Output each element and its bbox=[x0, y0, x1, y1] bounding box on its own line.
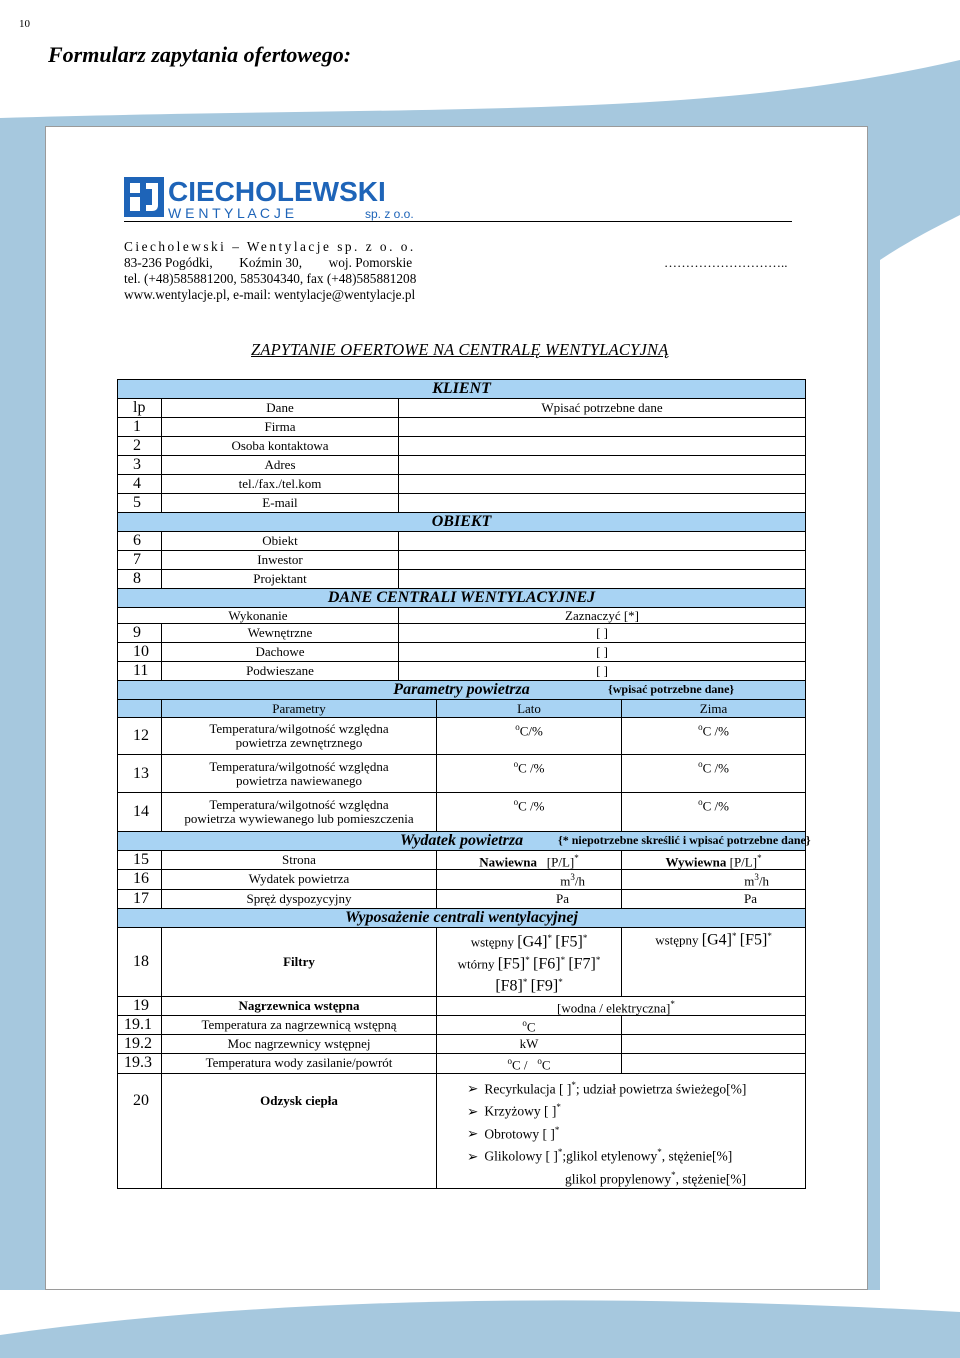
wydatek-title: Wydatek powietrza bbox=[399, 832, 524, 849]
filter-f6: [F6] bbox=[533, 955, 561, 973]
degree-sign: o bbox=[537, 1056, 542, 1067]
table-row bbox=[118, 927, 806, 996]
section-dane: DANE CENTRALI WENTYLACYJNEJ bbox=[118, 589, 806, 608]
degree-sign: o bbox=[698, 797, 703, 807]
wywiewna-pl: [P/L] bbox=[729, 854, 758, 870]
option-obrotowy[interactable] bbox=[467, 1121, 805, 1144]
degree-sign: o bbox=[698, 759, 703, 769]
row-lp: 3 bbox=[118, 456, 162, 475]
row-label: Obiekt bbox=[162, 532, 399, 551]
unit-text: C /% bbox=[702, 723, 729, 739]
arrow-bullet-icon: ➢ bbox=[467, 1081, 479, 1097]
unit-m: m bbox=[744, 873, 755, 889]
asterisk: * bbox=[657, 1147, 662, 1158]
table-row bbox=[118, 996, 806, 1015]
row-label: Temperatura za nagrzewnicą wstępną bbox=[162, 1015, 437, 1034]
input-osoba[interactable] bbox=[399, 437, 806, 456]
row-label: Wewnętrzne bbox=[162, 624, 399, 643]
degree-sign: o bbox=[513, 759, 519, 769]
logo-name: CIECHOLEWSKI bbox=[168, 176, 386, 207]
input-lato-14[interactable] bbox=[437, 793, 622, 832]
input-adres[interactable] bbox=[399, 456, 806, 475]
logo-rule bbox=[124, 221, 792, 222]
row-label: Dachowe bbox=[162, 643, 399, 662]
row-label-line2: powietrza zewnętrznego bbox=[235, 735, 363, 750]
row-label: Inwestor bbox=[162, 551, 399, 570]
option-recyrkulacja[interactable] bbox=[467, 1076, 805, 1099]
row-lp: 5 bbox=[118, 494, 162, 513]
option-text: ;glikol etylenowy bbox=[562, 1148, 658, 1164]
degree-sign: o bbox=[515, 722, 520, 732]
asterisk: * bbox=[557, 1147, 563, 1158]
checkbox-dachowe[interactable]: [ ] bbox=[399, 643, 806, 662]
row-lp: 13 bbox=[118, 755, 162, 793]
row-label-line2: powietrza wywiewanego lub pomieszczenia bbox=[184, 811, 414, 826]
table-row bbox=[118, 662, 806, 681]
input-sprez-wyw[interactable]: Pa bbox=[622, 889, 806, 908]
section-wydatek bbox=[118, 832, 811, 851]
row-label: Odzysk ciepła bbox=[162, 1073, 437, 1189]
row-label: Adres bbox=[162, 456, 399, 475]
row-label: Wydatek powietrza bbox=[162, 870, 437, 889]
row-label: Moc nagrzewnicy wstępnej bbox=[162, 1035, 437, 1054]
table-row bbox=[118, 570, 806, 589]
degree-sign: o bbox=[522, 1017, 527, 1028]
row-lp: 16 bbox=[118, 870, 162, 889]
company-web: www.wentylacje.pl, e-mail: wentylacje@wentylacje.pl bbox=[124, 287, 416, 302]
section-wyposazenie: Wyposażenie centrali wentylacyjnej bbox=[118, 908, 806, 927]
param-header-zima: Zima bbox=[622, 700, 806, 718]
input-tel[interactable] bbox=[399, 475, 806, 494]
unit-exp: 3 bbox=[570, 872, 575, 883]
date-placeholder: ……………………….. bbox=[664, 255, 788, 270]
option-text: Krzyżowy [ ] bbox=[484, 1103, 557, 1119]
logo-spzoo: sp. z o.o. bbox=[365, 207, 414, 221]
row-lp: 14 bbox=[118, 793, 162, 832]
input-obiekt[interactable] bbox=[399, 532, 806, 551]
option-krzyzowy[interactable] bbox=[467, 1098, 805, 1121]
header-wpisac: Wpisać potrzebne dane bbox=[399, 399, 806, 418]
filter-f8: [F8] bbox=[495, 977, 523, 995]
option-nawiewna[interactable] bbox=[437, 851, 622, 870]
asterisk: * bbox=[767, 930, 772, 941]
asterisk: * bbox=[554, 1124, 560, 1135]
option-text: Obrotowy [ ] bbox=[484, 1126, 555, 1142]
row-label: Projektant bbox=[162, 570, 399, 589]
row-lp: 8 bbox=[118, 570, 162, 589]
section-obiekt: OBIEKT bbox=[118, 513, 806, 532]
table-row bbox=[118, 1015, 806, 1034]
asterisk: * bbox=[556, 1102, 561, 1113]
input-projektant[interactable] bbox=[399, 570, 806, 589]
table-row bbox=[118, 643, 806, 662]
row-lp: 15 bbox=[118, 851, 162, 870]
section-parametry bbox=[118, 681, 806, 700]
param-header-parametry: Parametry bbox=[162, 700, 437, 718]
asterisk: * bbox=[558, 977, 563, 988]
input-zima-12[interactable] bbox=[622, 718, 806, 755]
asterisk: * bbox=[547, 932, 552, 943]
row-label: Strona bbox=[162, 851, 437, 870]
wykonanie-label: Wykonanie bbox=[118, 608, 399, 624]
row-label: tel./fax./tel.kom bbox=[162, 475, 399, 494]
unit-text: C bbox=[526, 1019, 536, 1035]
row-lp: 19.1 bbox=[118, 1015, 162, 1034]
unit-text: C /% bbox=[702, 760, 729, 776]
row-lp: 2 bbox=[118, 437, 162, 456]
row-lp: 10 bbox=[118, 643, 162, 662]
table-row bbox=[118, 718, 806, 755]
option-text: , stężenie[%] bbox=[661, 1148, 733, 1164]
input-wydatek-naw[interactable] bbox=[437, 870, 622, 889]
option-glikolowy[interactable] bbox=[467, 1143, 805, 1166]
input-lato-13[interactable] bbox=[437, 755, 622, 793]
row-lp: 1 bbox=[118, 418, 162, 437]
asterisk: * bbox=[670, 998, 675, 1009]
row-label: Temperatura wody zasilanie/powrót bbox=[162, 1054, 437, 1073]
unit-text: C bbox=[541, 1057, 551, 1073]
row-label-line1: Temperatura/wilgotność względna bbox=[209, 758, 389, 774]
input-email[interactable] bbox=[399, 494, 806, 513]
row-label: Osoba kontaktowa bbox=[162, 437, 399, 456]
section-klient: KLIENT bbox=[118, 380, 806, 399]
wydatek-note: {* niepotrzebne skreślić i wpisać potrzebne dane} bbox=[558, 833, 811, 847]
asterisk: * bbox=[525, 954, 530, 965]
option-wywiewna[interactable] bbox=[622, 851, 806, 870]
header-lp: lp bbox=[118, 399, 162, 418]
input-zima-14[interactable] bbox=[622, 793, 806, 832]
arrow-bullet-icon: ➢ bbox=[467, 1126, 479, 1142]
row-label: Firma bbox=[162, 418, 399, 437]
table-row bbox=[118, 1073, 806, 1189]
input-moc-nagrzewnica[interactable]: kW bbox=[437, 1035, 622, 1054]
table-row bbox=[118, 494, 806, 513]
param-header-lato: Lato bbox=[437, 700, 622, 718]
row-lp: 19.3 bbox=[118, 1054, 162, 1073]
form-sheet bbox=[45, 126, 868, 1290]
option-text: Glikolowy [ ] bbox=[484, 1148, 558, 1164]
row-lp: 12 bbox=[118, 718, 162, 755]
company-address: 83-236 Pogódki, Koźmin 30, woj. Pomorskie bbox=[124, 255, 413, 270]
nagrzewnica-type-text: [wodna / elektryczna] bbox=[557, 999, 671, 1015]
unit-text: C /% bbox=[518, 760, 545, 776]
row-label bbox=[162, 927, 437, 996]
asterisk: * bbox=[757, 853, 762, 863]
row-label: Nagrzewnica wstępna bbox=[162, 996, 437, 1015]
checkbox-wewnetrzne[interactable]: [ ] bbox=[399, 624, 806, 643]
table-row bbox=[118, 418, 806, 437]
page-title: Formularz zapytania ofertowego: bbox=[48, 42, 352, 67]
arrow-bullet-icon: ➢ bbox=[467, 1103, 479, 1119]
row-label-line2: powietrza nawiewanego bbox=[236, 772, 362, 788]
row-lp: 18 bbox=[118, 927, 162, 996]
table-row bbox=[118, 889, 806, 908]
asterisk: * bbox=[595, 954, 601, 965]
filter-f9: [F9] bbox=[530, 977, 559, 995]
filtry-label: Filtry bbox=[283, 953, 315, 969]
header-dane: Dane bbox=[162, 399, 399, 418]
option-text: Recyrkulacja [ ] bbox=[484, 1081, 572, 1097]
empty-cell bbox=[622, 1015, 806, 1034]
row-label-line1: Temperatura/wilgotność względna bbox=[209, 721, 389, 736]
option-text: ; udział powietrza świeżego[%] bbox=[575, 1081, 747, 1097]
document-title: ZAPYTANIE OFERTOWE NA CENTRALĘ WENTYLACYJNĄ bbox=[251, 340, 669, 359]
input-lato-12[interactable] bbox=[437, 718, 622, 755]
unit-exp: 3 bbox=[754, 872, 759, 883]
unit-per: /h bbox=[758, 873, 770, 889]
table-row bbox=[118, 1035, 806, 1054]
degree-sign: o bbox=[513, 797, 519, 807]
table-row bbox=[118, 532, 806, 551]
filter-stage: wstępny bbox=[470, 933, 515, 949]
input-firma[interactable] bbox=[399, 418, 806, 437]
filtry-nawiew-options[interactable] bbox=[437, 927, 622, 996]
nawiewna-pl: [P/L] bbox=[546, 854, 575, 870]
row-label bbox=[162, 755, 437, 793]
parametry-title: Parametry powietrza bbox=[393, 681, 530, 698]
asterisk: * bbox=[732, 930, 737, 941]
degree-sign: o bbox=[698, 722, 703, 732]
parametry-note: {wpisać potrzebne dane} bbox=[608, 682, 735, 696]
table-row bbox=[118, 437, 806, 456]
row-lp: 20 bbox=[118, 1073, 162, 1189]
row-label bbox=[162, 793, 437, 832]
company-name: Ciecholewski – Wentylacje sp. z o. o. bbox=[124, 239, 416, 254]
filtry-wywiew-options[interactable] bbox=[622, 927, 806, 996]
nawiewna-label: Nawiewna bbox=[479, 854, 538, 870]
table-row bbox=[118, 851, 806, 870]
table-row bbox=[118, 456, 806, 475]
row-lp: 11 bbox=[118, 662, 162, 681]
table-row bbox=[118, 755, 806, 793]
asterisk: * bbox=[574, 853, 579, 863]
filter-f7: [F7] bbox=[568, 955, 596, 973]
option-text: glikol propylenowy bbox=[565, 1171, 672, 1187]
logo-sub: W E N T Y L A C J E bbox=[168, 205, 295, 221]
zaznacz-label: Zaznaczyć [*] bbox=[399, 608, 806, 624]
row-label: Podwieszane bbox=[162, 662, 399, 681]
unit-per: /h bbox=[574, 873, 585, 889]
degree-sign: o bbox=[507, 1056, 513, 1067]
row-label: E-mail bbox=[162, 494, 399, 513]
filter-g4: [G4] bbox=[701, 930, 733, 948]
row-label bbox=[162, 718, 437, 755]
filter-stage: wstępny bbox=[655, 931, 699, 947]
input-sprez-naw[interactable]: Pa bbox=[437, 889, 622, 908]
filter-stage: wtórny bbox=[457, 956, 495, 972]
input-temp-wody[interactable] bbox=[437, 1054, 622, 1073]
wywiewna-label: Wywiewna bbox=[665, 854, 727, 870]
unit-text: C /% bbox=[518, 798, 545, 814]
filter-f5: [F5] bbox=[497, 955, 526, 973]
checkbox-podwieszane[interactable]: [ ] bbox=[399, 662, 806, 681]
row-lp: 7 bbox=[118, 551, 162, 570]
arrow-bullet-icon: ➢ bbox=[467, 1148, 479, 1164]
input-inwestor[interactable] bbox=[399, 551, 806, 570]
row-lp: 4 bbox=[118, 475, 162, 494]
param-header-blank bbox=[118, 700, 162, 718]
input-temp-nagrzewnica[interactable] bbox=[437, 1015, 622, 1034]
option-glikol-propylenowy[interactable] bbox=[467, 1166, 805, 1189]
inquiry-form-table bbox=[117, 379, 811, 1189]
unit-text: C / bbox=[512, 1057, 528, 1073]
company-logo bbox=[124, 175, 424, 221]
asterisk: * bbox=[671, 1169, 676, 1180]
row-lp: 6 bbox=[118, 532, 162, 551]
filter-f5: [F5] bbox=[739, 930, 768, 948]
row-label: Spręż dyspozycyjny bbox=[162, 889, 437, 908]
input-wydatek-wyw[interactable] bbox=[622, 870, 806, 889]
row-lp: 19.2 bbox=[118, 1035, 162, 1054]
empty-cell bbox=[622, 1035, 806, 1054]
table-row bbox=[118, 475, 806, 494]
filter-g4: [G4] bbox=[517, 932, 548, 950]
unit-m: m bbox=[560, 873, 571, 889]
table-row bbox=[118, 1054, 806, 1073]
option-text: , stężenie[%] bbox=[675, 1171, 747, 1187]
row-lp: 9 bbox=[118, 624, 162, 643]
nagrzewnica-type[interactable] bbox=[437, 996, 806, 1015]
table-row bbox=[118, 870, 806, 889]
row-lp: 19 bbox=[118, 996, 162, 1015]
unit-text: C /% bbox=[702, 798, 729, 814]
filter-f5: [F5] bbox=[555, 932, 583, 950]
asterisk: * bbox=[560, 954, 566, 965]
row-lp: 17 bbox=[118, 889, 162, 908]
input-zima-13[interactable] bbox=[622, 755, 806, 793]
asterisk: * bbox=[582, 932, 588, 943]
empty-cell bbox=[622, 1054, 806, 1073]
page-number: 10 bbox=[19, 18, 30, 30]
asterisk: * bbox=[522, 977, 528, 988]
table-row bbox=[118, 793, 806, 832]
unit-text: C/% bbox=[519, 723, 543, 739]
company-tel: tel. (+48)585881200, 585304340, fax (+48)585881208 bbox=[124, 271, 417, 286]
odzysk-options[interactable] bbox=[437, 1073, 806, 1189]
row-label-line1: Temperatura/wilgotność względna bbox=[209, 797, 389, 812]
table-row bbox=[118, 551, 806, 570]
table-row bbox=[118, 624, 806, 643]
asterisk: * bbox=[571, 1079, 576, 1090]
